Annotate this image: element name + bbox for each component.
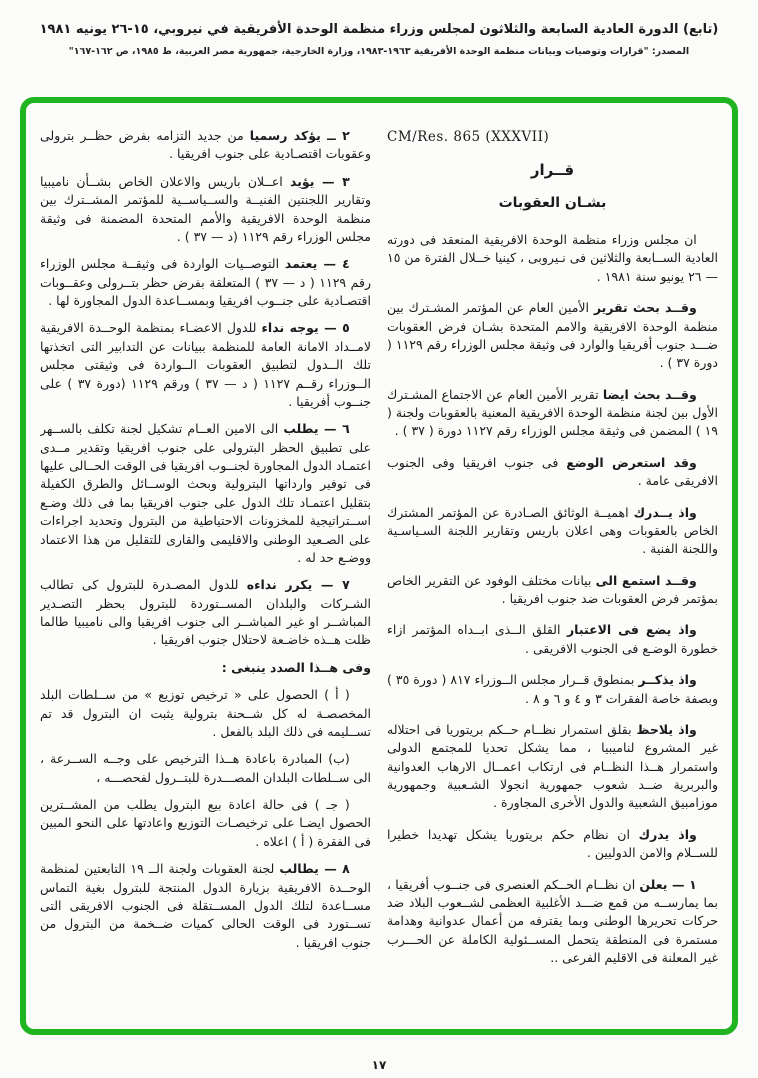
paragraph-lead-bold: واذ يدرك [638, 826, 697, 842]
paragraph-body-text: اعــلان باريس والاعلان الخاص بشــأن ناميبيا وتقارير اللجنتين الفنيــة والســياســية للمؤتمر المشــترك بين منظمة الوحدة الافريقية والأمم المتحدة المضمنة فى وثيقة مجلس الوزراء رقم ١١٢٩ (د — ٣٧ ) . [40, 173, 371, 244]
paragraph-body-text: (ب) المبادرة باعادة هــذا الترخيص على وجــه الســرعة ، الى ســلطات البلدان المصـــدرة للبتــرول لفحصـــه ، [40, 751, 371, 785]
paragraph-body-text: تقرير الأمين العام عن الاجتماع المشـترك الأول بين لجنة منظمة الوحدة الافريقية المعنية بالعقوبات ولجنة ( ١٩ ) المضمن فى وثيقة مجلس الوزراء رقم ١١٢٧ دورة ( ٣٧ ) . [387, 386, 718, 439]
paragraph-lead-bold: وقــد بحث ايضا [602, 386, 697, 402]
paragraph-body-text: للدول الاعضـاء بمنظمة الوحــدة الافريقية لامــداد الامانة العامة للمنظمة ببيانات عن التدابير التى اتخذتها تلك الــدول لتطبيق العقوبات الــواردة فى وثيقتى مجلس الــوزراء رقــم ١١٢٧ ( د — ٣٧ ) ورقم ١١٢٩ (دورة ٣٧ ) على جنــوب أفريقيا . [40, 320, 371, 409]
paragraph-body-text: الأمين العام عن المؤتمر المشـترك بين منظمة الوحدة الافريقية والامم المتحدة بشـان فرض العقوبات ضـــد جنوب أفريقيا والوارد فى وثيقة مجلس الوزراء رقم ١١٢٩ ( دورة ٣٧ ) . [387, 300, 718, 371]
resolution-paragraph [40, 319, 371, 411]
resolution-paragraph [40, 686, 371, 741]
paragraph-lead-bold: ٤ — يعتمد [284, 256, 350, 272]
paragraph-lead-bold: ٢ ــ يؤكد رسميا [249, 128, 350, 143]
resolution-paragraph [387, 454, 718, 491]
resolution-paragraph [387, 299, 718, 373]
resolution-paragraph [40, 860, 371, 952]
paragraph-body-text: ( أ ) الحصول على « ترخيص توزيع » من ســلطات البلد المخصصـة له كل شــحنة بترولية يثبت ان البترول قد تم تســليمه فى ذلك البلد بالفعل . [40, 687, 371, 739]
resolution-paragraph [40, 750, 371, 787]
column-left [40, 127, 371, 1021]
header-source-line: المصدر: "قرارات وتوصيات وبيانات منظمة الوحدة الأفريقية ١٩٦٣-١٩٨٣، وزارة الخارجية، جمهورية مصر العربية، ط ١٩٨٥، ص ١٦٢-١٦٧" [68, 46, 690, 57]
page-footer [0, 1058, 758, 1072]
resolution-paragraph [387, 621, 718, 658]
paragraph-lead-bold: ١ — يعلن [639, 876, 697, 892]
resolution-subtitle: بشـان العقوبات [498, 195, 607, 211]
content-border-box [20, 97, 738, 1035]
paragraph-lead-bold: ٥ — يوجه نداء [261, 320, 350, 336]
column-right [387, 127, 718, 1021]
resolution-paragraph [40, 420, 371, 567]
paragraph-lead-bold: ٦ — يطلب [283, 421, 350, 437]
paragraph-body-text: ان مجلس وزراء منظمة الوحدة الافريقية المنعقد فى دورته العادية الســابعة والثلاثين فى نـيروبى ، كينيا خــلال الفترة من ١٥ — ٢٦ يونيو سنة ١٩٨١ . [387, 232, 718, 284]
paragraph-body-text: التوصــيات الواردة فى وثيقــة مجلس الوزراء رقم ١١٢٩ ( د — ٣٧ ) المتعلقة بفرض حظر بتــرولى وعقــوبات اقتصـادية على جنــوب افريقيا وبمســاعدة الدول المجاورة لها . [40, 256, 371, 308]
resolution-paragraph [387, 386, 718, 441]
resolution-paragraph [40, 173, 371, 247]
paragraph-body-text: الى الامين العــام تشكيل لجنة تكلف بالســهر على تطبيق الحظر البترولى على جنوب افريقيا وتقدير مــدى اعتمـاد الدول المجاورة لجنــوب افريقيا فى الوقت الحــالى عليها فى توفير وارداتها البترولية وبحث الوســائل والطرق الكفيلة بتقليل اعتمـاد تلك الدول على جنوب افريقيا بما فى ذلك وضـع اســتراتيجية للمخزونات الاحتياطية من البترول وتحديد اجراءات على الصـعيد الوطنى والاقليمى والقارى للتقليل من هذا الاعتماد ووضـع حد له . [40, 421, 371, 565]
paragraph-body-text: بقلق استمرار نظــام حــكم بريتوريا فى احتلاله غير المشروع لناميبيا ، مما يشكل تحديا للمجتمع الدولى واستمرار هــذا النظــام فى ارتكاب اعمــال الارهاب العدوانية والبربرية ضــد شعوب جمهورية انجولا الشـعبية وجمهورية موزامبيق الشعبية والدول الأخرى المجاورة . [387, 721, 718, 811]
paragraph-lead-bold: ٧ — يكرر نداءه [246, 577, 350, 593]
paragraph-lead-bold: وفى هــذا الصدد ينبغى : [221, 659, 371, 675]
resolution-paragraph [40, 127, 371, 164]
resolution-paragraph [40, 796, 371, 851]
resolution-paragraph [387, 572, 718, 609]
resolution-title: قــرار [530, 161, 575, 179]
resolution-paragraph [387, 721, 718, 813]
paragraph-lead-bold: واذ يــدرك [633, 504, 697, 520]
paragraph-body-text: فى جنوب افريقيا وفى الجنوب الافريقى عامة . [387, 454, 718, 489]
paragraph-body-text: من جديد التزامه بفرض حظــر بترولى وعقوبات اقتصـادية على جنوب افريقيا . [40, 128, 371, 162]
resolution-paragraph [40, 659, 371, 677]
paragraph-lead-bold: وقــد استمع الى [595, 572, 697, 588]
paragraph-body-text: بيانات مختلف الوفود عن التقرير الخاص بمؤتمر فرض العقوبات ضد جنوب افريقيا . [387, 572, 718, 606]
paragraph-lead-bold: ٨ — يطالب [279, 861, 350, 877]
paragraph-lead-bold: واذ يذكــر [638, 672, 697, 688]
resolution-paragraph [387, 876, 718, 968]
resolution-paragraph [387, 504, 718, 559]
paragraph-body-text: للدول المصـدرة للبترول كى تطالب الشـركات والبلدان المســتوردة للبترول بحظر التصـدير المباشــر او غير المباشــر الى جنوب افريقيا والى ناميبيا طالما ظلت هــذه خاضـعة لاحتلال جنوب افريقيا . [40, 577, 371, 648]
paragraph-body-text: اهميــة الوثائق الصـادرة عن المؤتمر المشترك الخاص بالعقوبات وهى اعلان باريس وتقارير اللجنة السـياسـية واللجنة الفنية . [387, 504, 718, 557]
paragraph-body-text: لجنة العقوبات ولجنة الــ ١٩ التابعتين لمنظمة الوحــدة الافريقية بزيارة الدول المنتجة للبترول بغية التماس مســاعدة لتلك الدول المســتقلة فى الجنوب الافريقى التى تســتورد فى الوقت الحالى كميات ضــخمة من البترول من جنوب افريقيا . [40, 861, 371, 950]
paragraph-body-text: ( جـ ) فى حالة اعادة بيع البترول يطلب من المشــترين الحصول ايضـا على ترخيصـات التوزيع واعادتها على النحو المبين فى الفقرة ( أ ) اعلاه . [40, 797, 371, 849]
resolution-paragraph [40, 255, 371, 310]
paragraph-lead-bold: واذ يلاحظ [636, 721, 697, 737]
paragraph-body-text: ان نظام حكم بريتوريا يشكل تهديدا خطيرا للســلام والامن الدوليين . [387, 826, 718, 861]
resolution-number: CM/Res. 865 (XXXVII) [387, 129, 550, 145]
paragraph-lead-bold: وقد استعرض الوضع [566, 454, 697, 470]
resolution-paragraph [40, 576, 371, 650]
left-column-paragraphs [40, 127, 371, 952]
paragraph-lead-bold: واذ يضع فى الاعتبار [566, 622, 697, 638]
paragraph-lead-bold: وقــد بحث تقرير [593, 300, 697, 316]
paragraph-body-text: ان نظــام الحــكم العنصرى فى جنــوب أفريقيا ، بما يمارســه من قمع ضـــد الأغلبية العظمى لشــعوب البلاد ضد حركات تحريرها الوطنى وبما يقترفه من أعمال عدوانية وهدامة مستمرة فى المنطقة يتحمل المســئولية الكاملة عن الحـــرب غير المعلنة فى الاقليم الفرعى .. [387, 876, 718, 965]
paragraph-lead-bold: ٣ — يؤيد [289, 173, 350, 189]
page-number: ١٧ [371, 1058, 387, 1072]
header-session-title: (تابع) الدورة العادية السابعة والثلاثون لمجلس وزراء منظمة الوحدة الأفريقية في نيروبي، ١٥-٢٦ يونيه ١٩٨١ [39, 22, 719, 37]
paragraph-body-text: القلق الــذى ابــداه المؤتمر ازاء خطورة الوضـع فى الجنوب الافريقى . [387, 622, 718, 656]
resolution-paragraph [387, 231, 718, 286]
resolution-paragraph [387, 826, 718, 863]
resolution-paragraph [387, 671, 718, 708]
page-header [0, 0, 758, 57]
paragraph-body-text: بمنطوق قــرار مجلس الــوزراء ٨١٧ ( دورة ٣٥ ) وبصفة خاصة الفقرات ٣ و ٤ و ٦ و ٨ . [387, 672, 718, 706]
right-column-paragraphs [387, 231, 718, 967]
